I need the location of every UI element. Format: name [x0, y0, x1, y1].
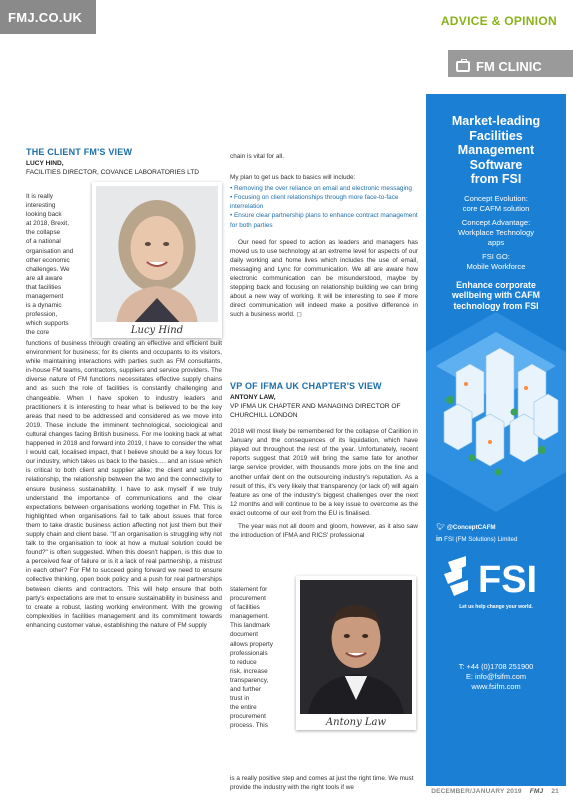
ad-feature-desc: core CAFM solution	[462, 203, 530, 213]
ad-feature	[426, 252, 566, 272]
wrap-line: allows property	[230, 640, 273, 648]
left-body: functions of business through creating an effective and efficient built environment for business; for its clients and occupants to its visitors, while maintaining interactions with parties such as FM consultants, in-house FM teams, contractors, suppliers and service providers. The diverse nature of FM functions necessitates effective supply chains and as such the role of facilities is constantly challenging and changeable. When I have spoken to industry leaders and practitioners it is interesting to hear what is believed to be the key areas that need to be addressed and considered as we move into 2019. These include the imminent technological, sociological and cultural changes facing British business. For me looking back at what happened in 2018 and forward into 2019, I have to consider the what I would call, localised impact, that I believe should be a key focus for our industry, which takes us back to the basics…. and an issue which is critical to both client and supplier alike; the client and supplier relationship, the relationship between the two and the connectivity to ensure business sustainability. I have to ask myself if we truly understand the importance of communications and the clear expectations between organisations working together in FM. This is highlighted when organisations fail to talk about issues that force them to take drastic business action affecting not just them but their supply chain and client base. "If an organisation is struggling why not talk to the organisation to look at how a mutual solution could be found?" is often suggested. When this doesn't happen, is this due to a perceived fear of failure or is it a lack of real partnership, a mistrust in each other? For FM to succeed going forward we need to ensure collective thinking, open book policy and a push for real partnerships between clients and contractors. This will help ensure that both party's expectations are met to ensure sustainability in business and to create a robust, lasting working environment. With the growing complexities in facilities management and its commitment towards enhancing customer value, establishing the nature of FM supply	[26, 340, 222, 629]
wrap-line: to reduce	[230, 658, 257, 666]
wrap-line: of a national	[26, 238, 61, 246]
wrap-line: that facilities	[26, 283, 62, 291]
wrap-line: other economic	[26, 256, 70, 264]
wrap-line: procurement	[230, 595, 266, 603]
antony-law-photo	[296, 576, 416, 730]
wrap-line: trust in	[230, 695, 250, 703]
wrap-line: management.	[230, 613, 270, 621]
left-role: FACILITIES DIRECTOR, COVANCE LABORATORIES LTD	[26, 169, 200, 177]
wrap-line: document	[230, 631, 259, 639]
wrap-line: challenges. We	[26, 265, 70, 273]
middle-tail: is a really positive step and comes at just the right time. We must provide the industry with the right tools if we	[230, 775, 414, 792]
wrap-line: risk, increase	[230, 667, 268, 675]
middle-role: VP IFMA UK CHAPTER AND MANAGING DIRECTOR OF CHURCHILL LONDON	[230, 403, 401, 420]
wrap-line: This landmark	[230, 622, 271, 630]
footer-brand: FMJ	[529, 788, 544, 795]
wrap-line: is a dynamic	[26, 302, 62, 310]
antony-paragraph-2: The year was not all doom and gloom, however, as it also saw the introduction of IFMA and RICS' professional	[230, 523, 418, 540]
page-number: 21	[551, 788, 559, 795]
fsi-logo	[440, 552, 552, 602]
ad-feature-title: Concept Evolution:	[464, 193, 528, 203]
plan-intro: My plan to get us back to basics will include:	[230, 174, 356, 182]
fsi-advertisement[interactable]	[426, 94, 566, 786]
left-wrap-text	[26, 192, 96, 338]
left-column	[26, 148, 222, 177]
middle-column	[230, 152, 418, 320]
middle-author: ANTONY LAW,	[230, 394, 276, 402]
ad-enhance-line: technology from FSI	[453, 300, 539, 311]
fm-clinic-banner	[448, 50, 573, 77]
wrap-line: transparency,	[230, 676, 269, 684]
left-author: LUCY HIND,	[26, 160, 64, 168]
wrap-line: profession,	[26, 311, 58, 319]
wrap-line: interesting	[26, 202, 56, 210]
wrap-line: organisation and	[26, 247, 74, 255]
antony-paragraph-1: 2018 will most likely be remembered for the collapse of Carillion in January and the consequences of its liquidation, which have played out throughout the rest of the year. Unfortunately, recent reports suggest that 2019 will bring the same fate for another large service provider, with thousands more jobs on the line and another unfair dent on the outsourcing industry's reputation. As a result of this, it's very likely that transparency (or lack of) will again feature as one of the industry's biggest challenges over the next 12 months and will continue to be a key issue to overcome as the exact outcome of our exit from the EU is finalised.	[230, 428, 418, 517]
ad-feature-title: FSI GO:	[482, 251, 510, 261]
wrap-line: statement for	[230, 586, 268, 593]
wrap-line: are all aware	[26, 274, 63, 282]
lucy-hind-signature: Lucy Hind	[130, 325, 184, 336]
continued-text: chain is vital for all.	[230, 153, 284, 160]
wrap-line: which supports	[26, 320, 69, 328]
ad-headline-line: from FSI	[470, 172, 522, 186]
ad-headline-line: Market-leading	[451, 114, 541, 128]
ad-enhance-line: Enhance corporate	[456, 279, 536, 290]
middle-heading: VP OF IFMA UK CHAPTER'S VIEW	[230, 381, 382, 391]
middle-second-article	[230, 382, 418, 540]
ad-headline	[426, 114, 566, 187]
wrap-line: professionals	[230, 649, 268, 657]
linkedin-icon: in	[436, 536, 445, 543]
ad-feature-desc: Workplace Technology	[457, 227, 535, 237]
closing-paragraph: Our need for speed to action as leaders and managers has moved us to use technology at an extreme level for aspects of our daily working and home lives which includes the use of email, messaging and Lync for communication. We all are aware how electronic communication can be misunderstood, maybe by stepping back and focusing on relationship building we can bring about a new way of working. It will be interesting to see if more direct communication will indeed make a positive difference in such a business world. ◻	[230, 238, 418, 319]
wrap-line: and further	[230, 686, 261, 694]
ad-contact	[426, 662, 566, 692]
linkedin-link[interactable]: in FSI (FM Solutions) Limited	[436, 536, 518, 543]
antony-law-portrait	[300, 580, 412, 714]
ad-enhance-line: wellbeing with CAFM	[452, 290, 540, 300]
wrap-line: of facilities	[230, 604, 260, 612]
ad-feature	[426, 194, 566, 214]
ad-feature-title: Concept Advantage:	[461, 217, 531, 227]
page-footer	[425, 788, 559, 795]
ad-feature-desc: Mobile Workforce	[466, 261, 526, 271]
briefcase-icon	[456, 61, 470, 72]
wrap-line: procurement	[230, 713, 266, 721]
ad-social-links	[436, 522, 517, 546]
wrap-line: the entire	[230, 704, 257, 712]
wrap-line: It is really	[26, 193, 53, 200]
site-tag: FMJ.CO.UK	[0, 0, 96, 34]
plan-bullets	[230, 184, 418, 229]
ad-feature-desc: apps	[487, 237, 505, 247]
twitter-icon: 🐦︎	[436, 524, 447, 531]
wrap-line: the core	[26, 329, 50, 337]
svg-text:FSI: FSI	[478, 559, 538, 601]
wrap-line: process. This	[230, 722, 268, 730]
issue-date: DECEMBER/JANUARY 2019	[431, 788, 522, 795]
twitter-link[interactable]: 🐦︎ @ConceptCAFM	[436, 524, 496, 531]
ad-tagline: Let us help change your world.	[459, 604, 533, 610]
lucy-hind-photo	[92, 182, 222, 338]
bullet-item: • Ensure clear partnership plans to enhance contract management for both parties	[230, 212, 418, 229]
wrap-line: the collapse	[26, 229, 61, 237]
antony-law-signature: Antony Law	[325, 717, 387, 728]
ad-phone[interactable]: T: +44 (0)1708 251900	[458, 662, 534, 671]
middle-wrap-text	[230, 585, 298, 731]
left-heading: THE CLIENT FM'S VIEW	[26, 147, 133, 157]
wrap-line: at 2018, Brexit,	[26, 220, 69, 228]
ad-email[interactable]: E: info@fsifm.com	[465, 672, 527, 681]
ad-headline-line: Facilities	[469, 128, 523, 143]
bullet-item: • Focusing on client relationships through more face-to-face interrelation	[230, 194, 399, 211]
wrap-line: looking back	[26, 211, 62, 219]
fm-clinic-label: FM CLINIC	[476, 59, 542, 74]
section-title: ADVICE & OPINION	[440, 14, 557, 28]
isometric-city-illustration	[426, 272, 566, 512]
bullet-item: • Removing the over reliance on email and electronic messaging	[230, 185, 412, 193]
lucy-hind-portrait	[96, 186, 218, 322]
ad-headline-line: Software	[469, 157, 523, 172]
ad-headline-line: Management	[457, 143, 535, 157]
ad-feature	[426, 218, 566, 248]
ad-website[interactable]: www.fsifm.com	[471, 682, 521, 691]
wrap-line: management	[26, 293, 64, 301]
